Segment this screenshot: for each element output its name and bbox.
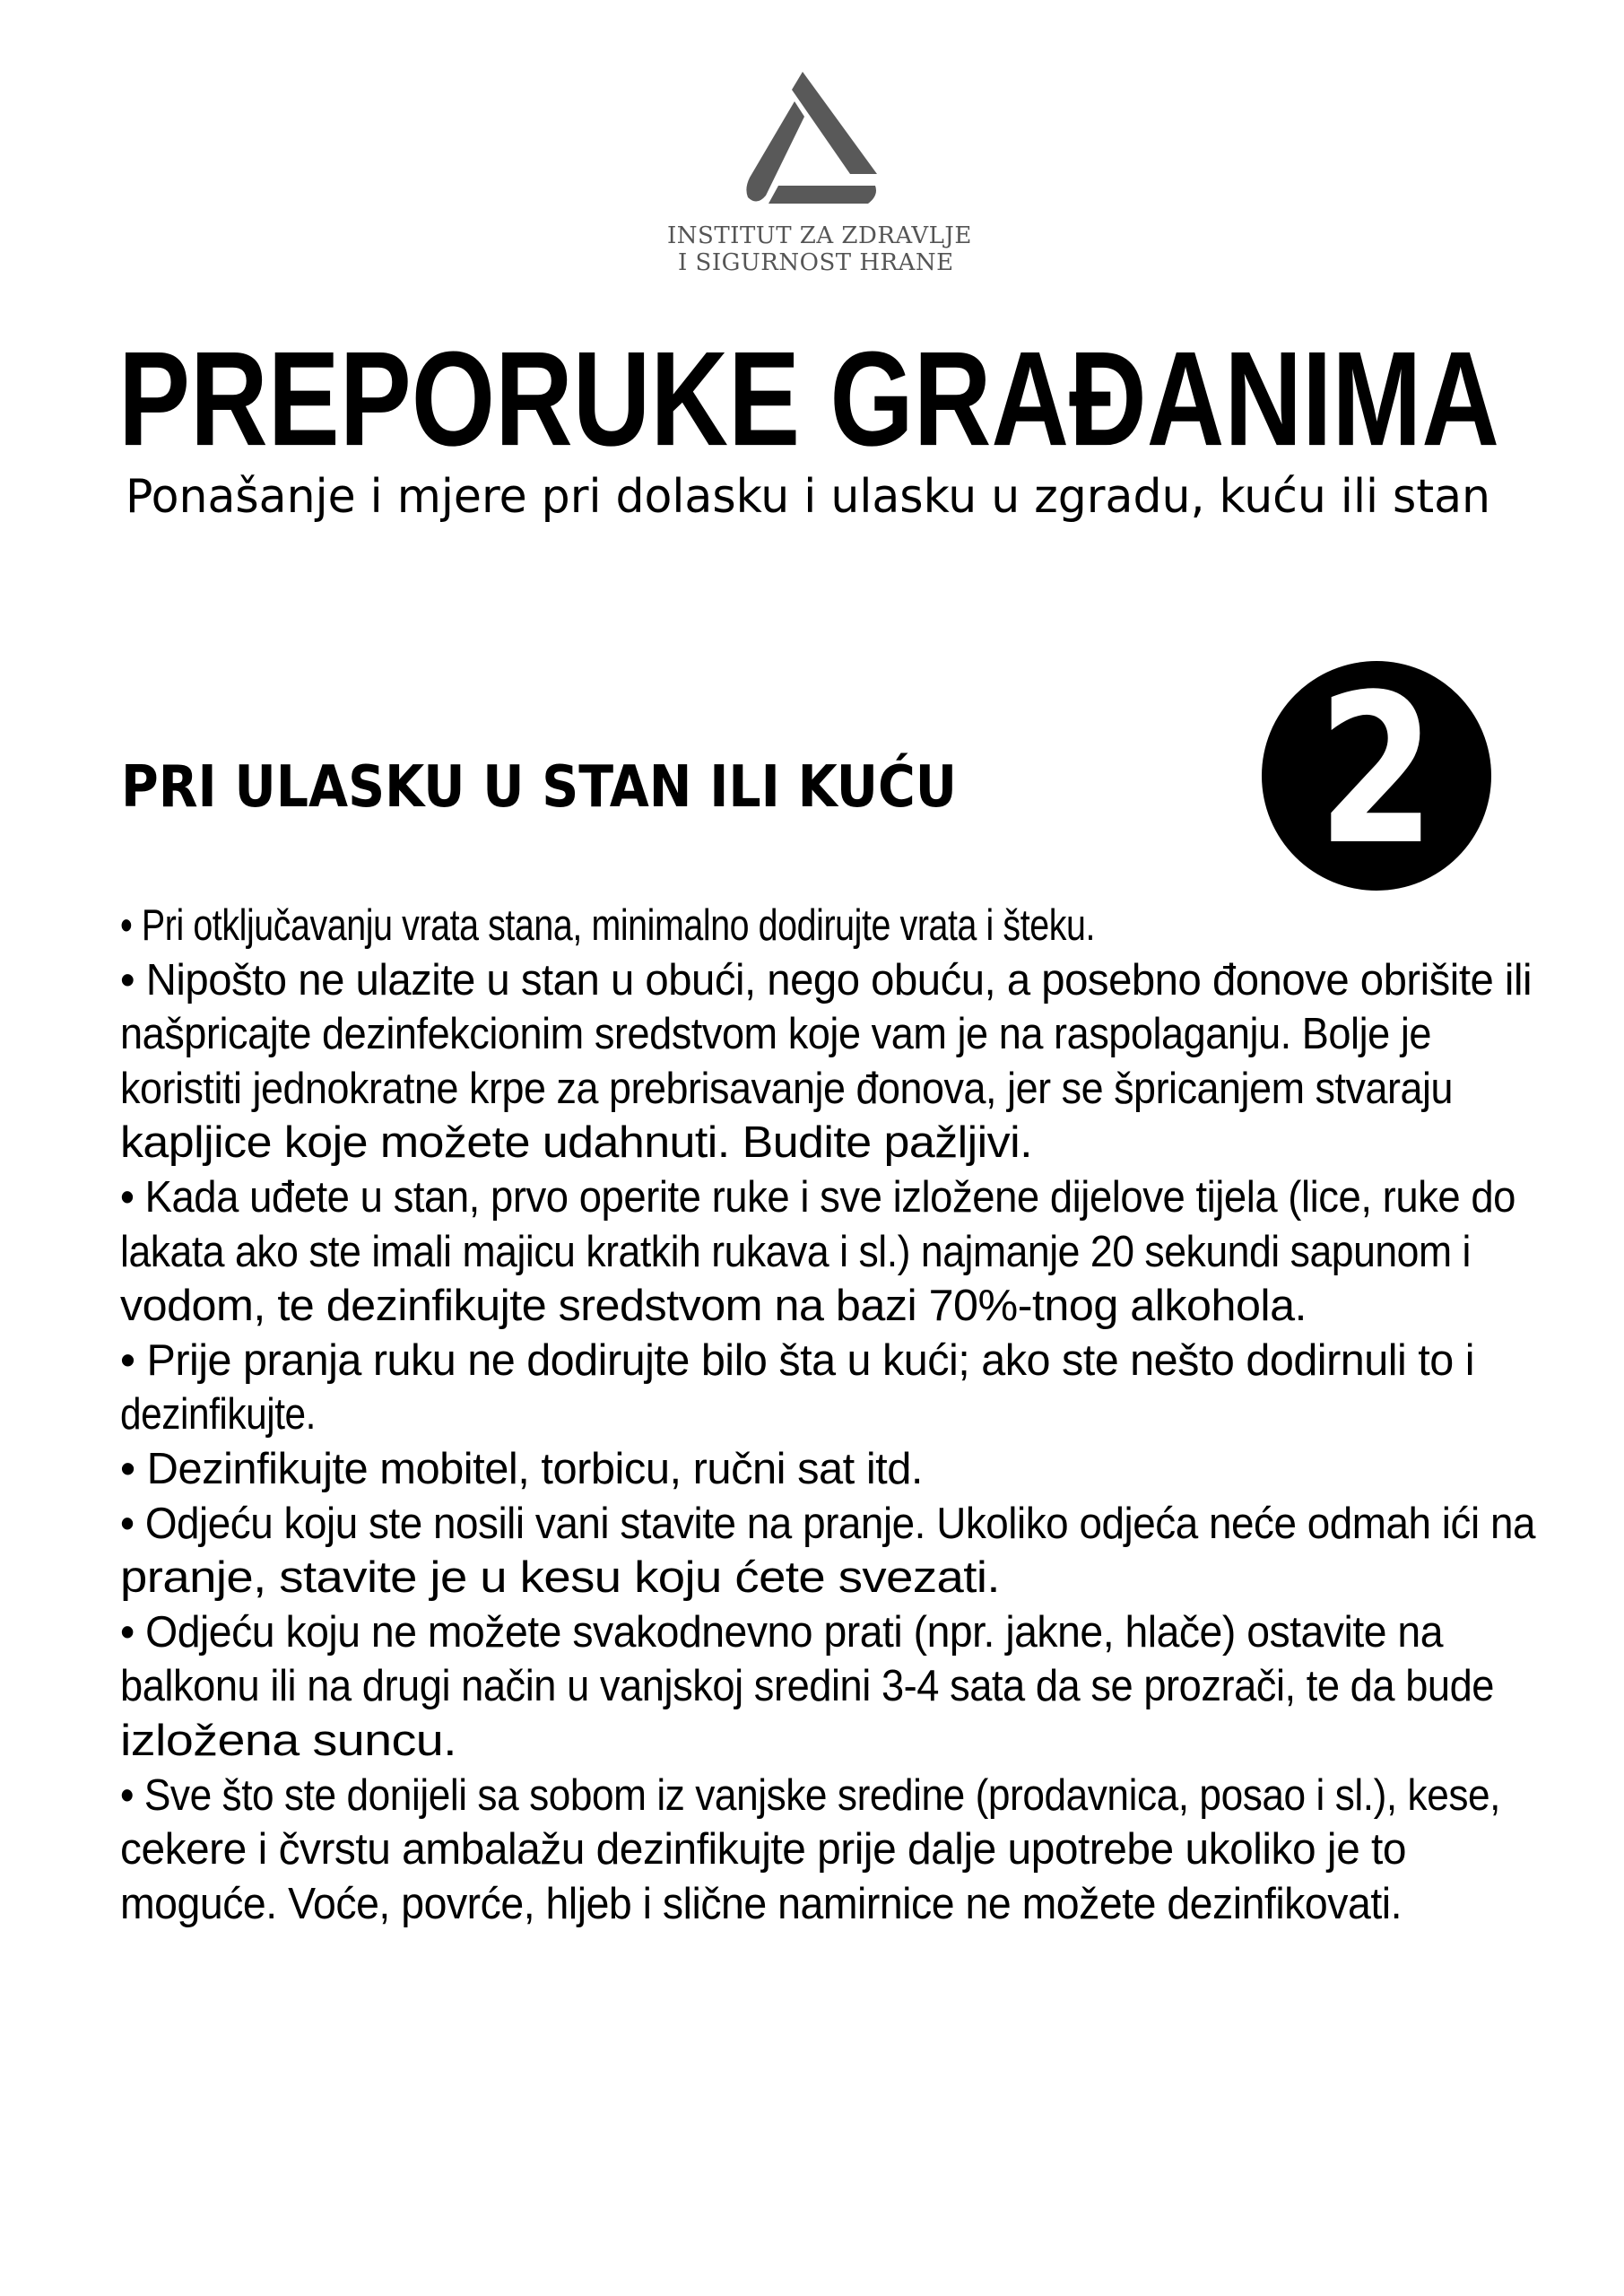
list-item-start: • Odjeću koju ne možete svakodnevno prati (npr. jakne, hlače) ostavite na <box>120 1607 1443 1657</box>
triangle-logo-icon <box>735 63 897 215</box>
list-item-continuation: kapljice koje možete udahnuti. Budite pažljivi. <box>120 1118 1032 1168</box>
list-item-continuation: dezinfikujte. <box>120 1390 316 1439</box>
section-number: 2 <box>1317 651 1436 891</box>
logo-right-bar <box>792 72 877 174</box>
list-item-continuation: pranje, stavite je u kesu koju ćete svezati. <box>120 1553 1000 1603</box>
page-subtitle: Ponašanje i mjere pri dolasku i ulasku u zgradu, kuću ili stan <box>126 470 1490 524</box>
list-item-start: • Nipošto ne ulazite u stan u obući, nego obuću, a posebno đonove obrišite ili <box>120 955 1532 1004</box>
list-item-start: • Prije pranja ruku ne dodirujte bilo šta u kući; ako ste nešto dodirnuli to i <box>120 1335 1474 1385</box>
list-item-start: • Pri otključavanju vrata stana, minimalno dodirujte vrata i šteku. <box>120 901 1095 950</box>
page-title: PREPORUKE GRAĐANIMA <box>118 324 1499 474</box>
section-number-badge <box>1262 651 1491 891</box>
list-item-continuation: vodom, te dezinfikujte sredstvom na bazi 70%-tnog alkohola. <box>120 1282 1307 1331</box>
list-item-continuation: balkonu ili na drugi način u vanjskoj sredini 3-4 sata da se prozrači, te da bude <box>120 1662 1494 1711</box>
list-item-continuation: lakata ako ste imali majicu kratkih rukava i sl.) najmanje 20 sekundi sapunom i <box>120 1227 1471 1276</box>
list-item-start: • Kada uđete u stan, prvo operite ruke i sve izložene dijelove tijela (lice, ruke do <box>120 1173 1515 1222</box>
list-item-start: • Dezinfikujte mobitel, torbicu, ručni sat itd. <box>120 1445 923 1493</box>
list-item-continuation: moguće. Voće, povrće, hljeb i slične namirnice ne možete dezinfikovati. <box>120 1879 1402 1928</box>
list-item-continuation: cekere i čvrstu ambalažu dezinfikujte prije dalje upotrebe ukoliko je to <box>120 1825 1406 1874</box>
logo-bottom-bar <box>769 186 876 204</box>
section-heading: PRI ULASKU U STAN ILI KUĆU <box>121 754 957 821</box>
list-item-continuation: našpricajte dezinfekcionim sredstvom koje vam je na raspolaganju. Bolje je <box>120 1010 1431 1059</box>
institute-name-line-1: INSTITUT ZA ZDRAVLJE <box>667 222 972 249</box>
list-item-continuation: koristiti jednokratne krpe za prebrisavanje đonova, jer se špricanjem stvaraju <box>120 1064 1453 1113</box>
list-item-start: • Sve što ste donijeli sa sobom iz vanjske sredine (prodavnica, posao i sl.), kese, <box>120 1770 1500 1820</box>
list-item-continuation: izložena suncu. <box>120 1717 456 1765</box>
list-item-start: • Odjeću koju ste nosili vani stavite na pranje. Ukoliko odjeća neće odmah ići na <box>120 1499 1535 1548</box>
institute-name-line-2: I SIGURNOST HRANE <box>678 249 954 276</box>
